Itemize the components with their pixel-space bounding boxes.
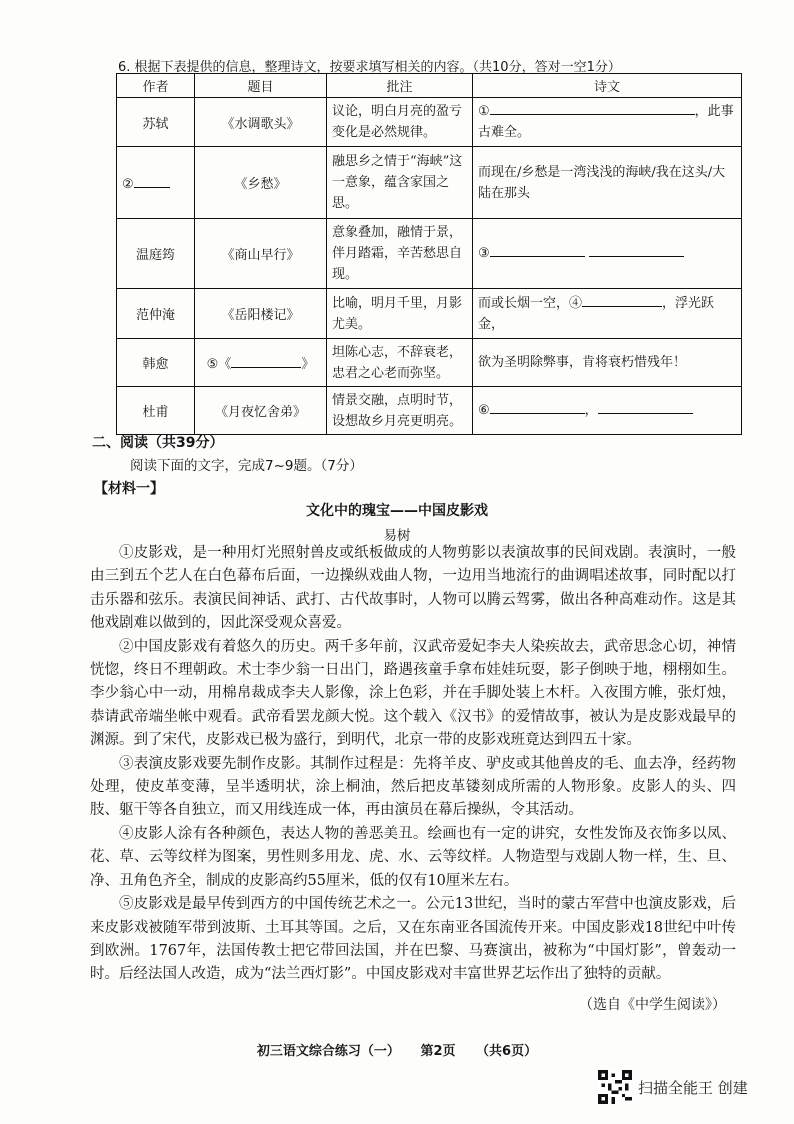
- answer-blank-4[interactable]: [582, 293, 662, 307]
- section-heading: 二、阅读（共39分）: [92, 435, 224, 451]
- note-cell: 情景交融，点明时节，设想故乡月亮更明亮。: [327, 387, 473, 435]
- answer-blank-2[interactable]: [134, 174, 170, 188]
- table-row: [117, 147, 742, 219]
- header-author: 作者: [117, 74, 195, 98]
- poem-cell: 而现在/乡愁是一湾浅浅的海峡/我在这头/大陆在那头: [473, 147, 742, 219]
- poem-text: ，此事古难全。: [478, 104, 734, 140]
- poem-cell: [473, 387, 742, 435]
- blank-number: ②: [122, 176, 134, 192]
- author-cell: 杜甫: [117, 387, 195, 435]
- answer-blank-3b[interactable]: [589, 243, 684, 257]
- answer-blank-6b[interactable]: [598, 400, 693, 414]
- table-row: [117, 98, 742, 147]
- blank-number: ①: [478, 104, 490, 119]
- article-source: （选自《中学生阅读》）: [579, 997, 726, 1013]
- article-author: 易树: [383, 528, 411, 544]
- table-row: [117, 339, 742, 387]
- author-cell: 韩愈: [117, 339, 195, 387]
- answer-blank-5[interactable]: [231, 354, 301, 368]
- reading-instruction: 阅读下面的文字，完成7~9题。（7分）: [130, 458, 363, 474]
- answer-blank-6a[interactable]: [490, 400, 585, 414]
- poem-text: ，浮光跃金，: [478, 295, 715, 332]
- title-text: 》: [301, 357, 315, 372]
- material-label: 【材料一】: [94, 481, 164, 497]
- poem-cell: [473, 219, 742, 289]
- author-cell: 范仲淹: [117, 289, 195, 339]
- title-cell: 《岳阳楼记》: [195, 289, 327, 339]
- header-title: 题目: [195, 74, 327, 98]
- table-row: [117, 387, 742, 435]
- poem-cell: 欲为圣明除弊事，肯将衰朽惜残年！: [473, 339, 742, 387]
- author-cell: 苏轼: [117, 98, 195, 147]
- article-title: 文化中的瑰宝——中国皮影戏: [306, 503, 488, 519]
- footer-total: （共6页）: [476, 1044, 538, 1059]
- title-cell: 《乡愁》: [195, 147, 327, 219]
- table-header-row: [117, 74, 742, 98]
- article-paragraph: ④皮影人涂有各种颜色，表达人物的善恶美丑。绘画也有一定的讲究，女性发饰及衣饰多以凤、花、草、云等纹样为图案，男性则多用龙、虎、水、云等纹样。人物造型与戏剧人物一样，生、旦、净、丑角色齐全，制成的皮影高约55厘米，低的仅有10厘米左右。: [90, 825, 736, 889]
- answer-blank-1[interactable]: [490, 101, 695, 115]
- answer-blank-3a[interactable]: [490, 243, 585, 257]
- title-cell: 《月夜忆舍弟》: [195, 387, 327, 435]
- poem-cell: [473, 289, 742, 339]
- poem-text: ，: [584, 403, 598, 418]
- poetry-table: [116, 73, 742, 435]
- note-cell: 坦陈心志，不辞衰老，忠君之心老而弥坚。: [327, 339, 473, 387]
- blank-number: ⑤《: [206, 357, 232, 372]
- poem-text: 而或长烟一空，④: [478, 295, 583, 311]
- blank-number: ③: [478, 246, 490, 261]
- title-cell: [195, 339, 327, 387]
- qr-code-icon: [598, 1070, 632, 1104]
- table-row: [117, 219, 742, 289]
- header-note: 批注: [327, 74, 473, 98]
- author-cell: [117, 147, 195, 219]
- article-body: [90, 542, 736, 987]
- table-row: [117, 289, 742, 339]
- footer-page: 第2页: [420, 1044, 456, 1059]
- article-paragraph: ③表演皮影戏要先制作皮影。其制作过程是：先将羊皮、驴皮或其他兽皮的毛、血去净，经药物处理，使皮革变薄，呈半透明状，涂上桐油，然后把皮革镂刻成所需的人物形象。皮影人的头、四肢、躯干等各自独立，而又用线连成一体，再由演员在幕后操纵，令其活动。: [90, 755, 736, 819]
- note-cell: 比喻，明月千里，月影尤美。: [327, 289, 473, 339]
- watermark-text: 扫描全能王 创建: [638, 1078, 748, 1097]
- note-cell: 议论，明白月亮的盈亏变化是必然规律。: [327, 98, 473, 147]
- author-cell: 温庭筠: [117, 219, 195, 289]
- header-poem: 诗文: [473, 74, 742, 98]
- title-cell: 《商山早行》: [195, 219, 327, 289]
- article-paragraph: ②中国皮影戏有着悠久的历史。两千多年前，汉武帝爱妃李夫人染疾故去，武帝思念心切，神情恍惚，终日不理朝政。术士李少翁一日出门，路遇孩童手拿布娃娃玩耍，影子倒映于地，栩栩如生。李少翁心中一动，用棉帛裁成李夫人影像，涂上色彩，并在手脚处装上木杆。入夜围方帷，张灯烛，恭请武帝端坐帐中观看。武帝看罢龙颜大悦。这个载入《汉书》的爱情故事，被认为是皮影戏最早的渊源。到了宋代，皮影戏已极为盛行，到明代，北京一带的皮影戏班竟达到四五十家。: [90, 638, 736, 749]
- note-cell: 融思乡之情于“海峡”这一意象，蕴含家国之思。: [327, 147, 473, 219]
- page-footer: [0, 1040, 794, 1059]
- question-6-prompt: 6. 根据下表提供的信息，整理诗文，按要求填写相关的内容。（共10分，答对一空1分）: [118, 60, 621, 75]
- title-cell: 《水调歌头》: [195, 98, 327, 147]
- scanner-watermark: [598, 1070, 748, 1104]
- article-paragraph: ⑤皮影戏是最早传到西方的中国传统艺术之一。公元13世纪，当时的蒙古军营中也演皮影戏，后来皮影戏被随军带到波斯、土耳其等国。之后，又在东南亚各国流传开来。中国皮影戏18世纪中叶传到欧洲。1767年，法国传教士把它带回法国，并在巴黎、马赛演出，被称为“中国灯影”，曾轰动一时。后经法国人改造，成为“法兰西灯影”。中国皮影戏对丰富世界艺坛作出了独特的贡献。: [90, 896, 736, 983]
- poem-cell: [473, 98, 742, 147]
- note-cell: 意象叠加，融情于景，伴月踏霜，辛苦愁思自现。: [327, 219, 473, 289]
- footer-title: 初三语文综合练习（一）: [256, 1044, 400, 1059]
- blank-number: ⑥: [478, 403, 490, 418]
- article-paragraph: ①皮影戏，是一种用灯光照射兽皮或纸板做成的人物剪影以表演故事的民间戏剧。表演时，一般由三到五个艺人在白色幕布后面，一边操纵戏曲人物，一边用当地流行的曲调唱述故事，同时配以打击乐器和弦乐。表演民间神话、武打、古代故事时，人物可以腾云驾雾，做出各种高难动作。这是其他戏剧难以做到的，因此深受观众喜爱。: [90, 545, 736, 632]
